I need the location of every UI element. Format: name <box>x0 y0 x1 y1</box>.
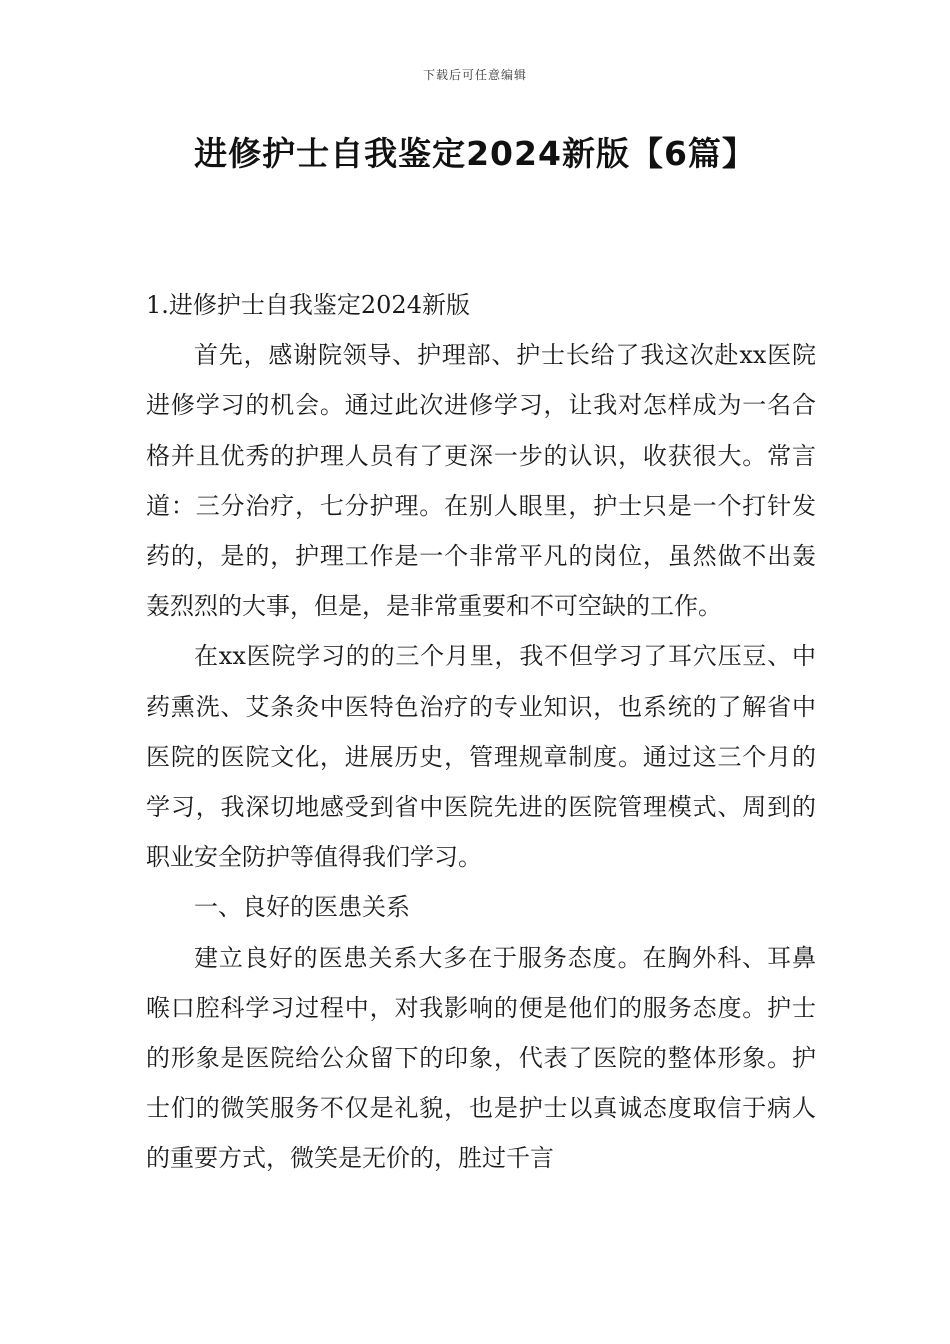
document-body <box>146 280 816 1184</box>
paragraph-2: 在xx医院学习的的三个月里，我不但学习了耳穴压豆、中药熏洗、艾条灸中医特色治疗的专业知识，也系统的了解省中医院的医院文化，进展历史，管理规章制度。通过这三个月的学习，我深切地感受到省中医院先进的医院管理模式、周到的职业安全防护等值得我们学习。 <box>146 642 816 872</box>
paragraph-3: 建立良好的医患关系大多在于服务态度。在胸外科、耳鼻喉口腔科学习过程中，对我影响的便是他们的服务态度。护士的形象是医院给公众留下的印象，代表了医院的整体形象。护士们的微笑服务不仅是礼貌，也是护士以真诚态度取信于病人的重要方式，微笑是无价的，胜过千言 <box>146 943 816 1173</box>
section-heading: 1.进修护士自我鉴定2024新版 <box>146 291 470 319</box>
header-note: 下载后可任意编辑 <box>422 68 527 82</box>
sub-heading: 一、良好的医患关系 <box>194 893 410 922</box>
document-title: 进修护士自我鉴定2024新版【6篇】 <box>194 134 756 173</box>
paragraph-1: 首先，感谢院领导、护理部、护士长给了我这次赴xx医院进修学习的机会。通过此次进修学习，让我对怎样成为一名合格并且优秀的护理人员有了更深一步的认识，收获很大。常言道：三分治疗，七分护理。在别人眼里，护士只是一个打针发药的，是的，护理工作是一个非常平凡的岗位，虽然做不出轰轰烈烈的大事，但是，是非常重要和不可空缺的工作。 <box>146 341 816 621</box>
